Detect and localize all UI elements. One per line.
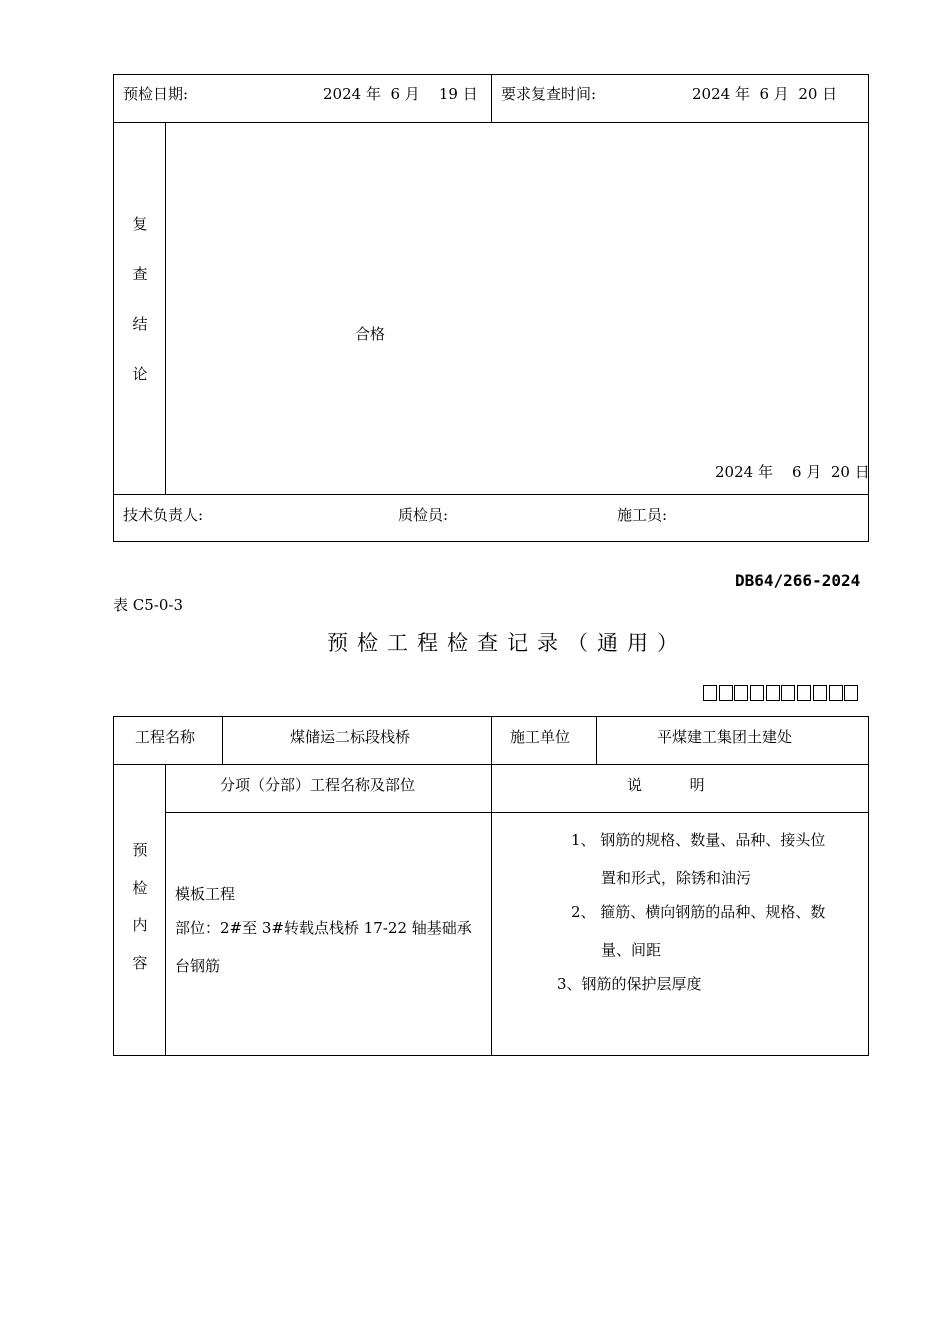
standard-code: DB64/266-2024 <box>735 571 861 590</box>
subitem-line: 部位：2#至 3#转载点栈桥 17-22 轴基础承 <box>175 919 472 937</box>
number-box <box>766 685 780 701</box>
conclusion-label-char: 结 <box>132 315 148 333</box>
description-item: 置和形式，除锈和油污 <box>601 869 752 887</box>
builder-label: 施工员: <box>617 506 668 524</box>
description-item: 量、间距 <box>601 941 662 959</box>
inspector-label: 质检员: <box>398 506 449 524</box>
conclusion-label-char: 论 <box>132 365 148 383</box>
description-item: 1、 钢筋的规格、数量、品种、接头位 <box>571 831 826 849</box>
project-name-value: 煤储运二标段栈桥 <box>290 728 411 746</box>
description-header: 说 明 <box>627 776 705 794</box>
number-box <box>734 685 748 701</box>
number-box <box>797 685 811 701</box>
form-title: 预检工程检查记录（通用） <box>327 631 687 655</box>
number-box <box>844 685 858 701</box>
precheck-date-value: 2024 年 6 月 19 日 <box>323 85 478 103</box>
precheck-date-label: 预检日期: <box>123 85 189 103</box>
subitem-line: 台钢筋 <box>175 957 221 975</box>
number-box <box>719 685 733 701</box>
project-name-label: 工程名称 <box>135 728 196 746</box>
content-label-char: 预 <box>132 841 148 859</box>
conclusion-text: 合格 <box>355 325 386 343</box>
content-label-char: 内 <box>132 916 148 934</box>
number-box <box>703 685 717 701</box>
description-item: 2、 箍筋、横向钢筋的品种、规格、数 <box>571 903 826 921</box>
contractor-label: 施工单位 <box>510 728 571 746</box>
description-item: 3、钢筋的保护层厚度 <box>557 975 702 993</box>
form-code: 表 C5-0-3 <box>113 596 184 614</box>
number-box <box>750 685 764 701</box>
subitem-line: 模板工程 <box>175 885 236 903</box>
tech-lead-label: 技术负责人: <box>123 506 204 524</box>
contractor-value: 平煤建工集团土建处 <box>657 728 793 746</box>
recheck-time-label: 要求复查时间: <box>501 85 597 103</box>
number-box <box>781 685 795 701</box>
content-label-char: 容 <box>132 954 148 972</box>
subitem-header: 分项（分部）工程名称及部位 <box>220 776 416 794</box>
number-box <box>829 685 843 701</box>
record-number-boxes <box>703 685 860 701</box>
number-box <box>813 685 827 701</box>
conclusion-label-char: 复 <box>132 215 148 233</box>
conclusion-label-char: 查 <box>132 265 148 283</box>
conclusion-date: 2024 年 6 月 20 日 <box>715 463 870 481</box>
recheck-time-value: 2024 年 6 月 20 日 <box>692 85 838 103</box>
content-label-char: 检 <box>132 879 148 897</box>
